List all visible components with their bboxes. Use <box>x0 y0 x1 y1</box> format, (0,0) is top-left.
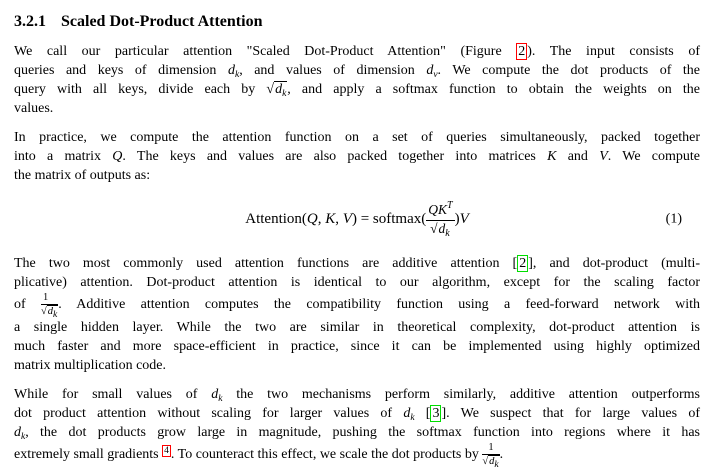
text-line: the matrix of outputs as: <box>14 168 151 183</box>
math-var: $d_k$ <box>275 82 287 99</box>
equation-number: (1) <box>665 210 682 226</box>
sqrt-expression: $√d_k$ <box>430 220 450 239</box>
text-line: extremely small gradients $^4$ . To counteract this effect, we scale the dot products by $\frac{1}{√d_k}$ . <box>14 441 504 468</box>
math-var: $d_k$ <box>47 306 58 321</box>
math-var: V <box>599 149 608 164</box>
text-line: In practice, we compute the attention function on a set of queries simultaneously, packed together <box>14 130 700 145</box>
math-var: V <box>342 211 352 228</box>
citation-link[interactable]: 3 <box>432 405 440 421</box>
fraction: $\frac{1}{√d_k}$ <box>482 441 499 468</box>
paragraph-scaling-motivation <box>14 385 700 468</box>
text-line: The two most commonly used attention functions are additive attention [ 2 ], and dot-product (multi- <box>14 256 700 272</box>
text-line: dot product attention without scaling for larger values of $d_k$ [ 3 ]. We suspect that for large values of <box>14 405 700 423</box>
math-var: K <box>325 211 336 228</box>
math-var: Q <box>306 211 318 228</box>
fraction: $\frac{1}{√d_k}$ <box>41 292 58 321</box>
equation-formula: Attention(Q, K, V) = softmax( $\frac{QK^T}{√d_k}$ )V <box>245 200 469 239</box>
text-line: much faster and more space-efficient in practice, since it can be implemented using highly optimized <box>14 338 700 354</box>
math-var: $d_k$ <box>438 220 450 239</box>
text-line: query with all keys, divide each by $√d_k$, and apply a softmax function to obtain the weights on the <box>14 82 700 99</box>
math-var: $d_k$ <box>211 386 223 404</box>
footnote-link[interactable]: 4 <box>164 445 169 456</box>
footnote-marker <box>162 445 171 457</box>
math-var: $K^T$ <box>437 200 453 217</box>
section-title: Scaled Dot-Product Attention <box>61 13 263 30</box>
math-var: V <box>459 211 469 228</box>
text-line: $d_k$, the dot products grow large in magnitude, pushing the softmax function into regions where it has <box>14 424 700 442</box>
paragraph-comparison <box>14 254 700 375</box>
text-line: While for small values of $d_k$ the two mechanisms perform similarly, additive attention outperforms <box>14 386 700 404</box>
text-line: values. <box>14 101 54 116</box>
sqrt-expression: $√d_k$ <box>266 82 287 99</box>
figure-ref-link[interactable]: 2 <box>518 44 526 59</box>
text-line: into a matrix Q. The keys and values are also packed together into matrices K and V. We compute <box>14 149 701 164</box>
math-var: Q <box>428 202 438 217</box>
math-var: $d_k$ <box>489 456 499 468</box>
citation-link[interactable]: 2 <box>519 256 527 272</box>
section-heading <box>14 12 700 32</box>
text-line: of $\frac{1}{√d_k}$ . Additive attention computes the compatibility function using a feed-forward network with <box>14 292 700 321</box>
paragraph-matrix-form <box>14 128 700 185</box>
equation-block <box>14 191 700 244</box>
math-var: K <box>547 149 557 164</box>
fraction <box>426 200 454 239</box>
math-var: Q <box>112 149 123 164</box>
math-var: $d_k$ <box>14 424 26 442</box>
text-line: a single hidden layer. While the two are similar in theoretical complexity, dot-product attention is <box>14 319 700 335</box>
text-line: matrix multiplication code. <box>14 357 167 373</box>
math-var: $d_k$ <box>227 63 240 80</box>
paragraph-intro <box>14 42 700 118</box>
text-line: plicative) attention. Dot-product attention is identical to our algorithm, except for the scaling factor <box>14 275 700 291</box>
math-var: $d_v$ <box>426 63 438 80</box>
section-number: 3.2.1 <box>14 13 46 30</box>
sqrt-expression: $√d_k$ <box>482 456 499 468</box>
text-line: queries and keys of dimension $d_k$, and values of dimension $d_v$. We compute the dot products of the <box>14 63 701 80</box>
sqrt-expression: $√d_k$ <box>41 306 58 321</box>
text-line: We call our particular attention "Scaled Dot-Product Attention" (Figure 2 ). The input consists of <box>14 44 700 59</box>
math-var: $d_k$ <box>403 405 415 423</box>
